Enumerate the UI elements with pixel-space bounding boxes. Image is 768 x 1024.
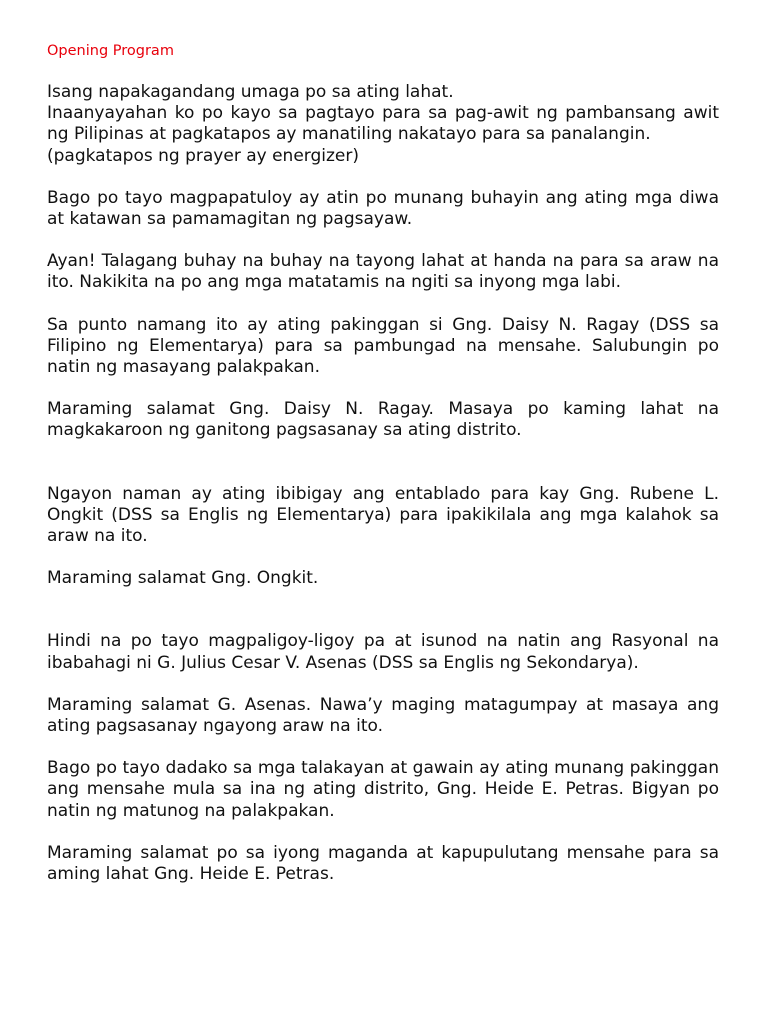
paragraph-thanks-petras: Maraming salamat po sa iyong maganda at kapupulutang mensahe para sa aming lahat Gng. Heide E. Petras. [47,842,719,885]
paragraph-energizer: Bago po tayo magpapatuloy ay atin po munang buhayin ang ating mga diwa at katawan sa pamamagitan ng pagsayaw. [47,187,719,230]
paragraph-thanks-asenas: Maraming salamat G. Asenas. Nawa’y maging matagumpay at masaya ang ating pagsasanay ngayong araw na ito. [47,694,719,737]
document-page [47,40,719,906]
paragraph-thanks-ongkit: Maraming salamat Gng. Ongkit. [47,568,319,589]
paragraph-intro-petras: Bago po tayo dadako sa mga talakayan at gawain ay ating munang pakinggan ang mensahe mula sa ina ng ating distrito, Gng. Heide E. Petras. Bigyan po natin ng matunog na palakpakan. [47,758,719,821]
stage-note-line: (pagkatapos ng prayer ay energizer) [47,145,359,166]
paragraph-intro-ongkit: Ngayon naman ay ating ibibigay ang entablado para kay Gng. Rubene L. Ongkit (DSS sa Englis ng Elementarya) para ipakikilala ang mga kalahok sa araw na ito. [47,483,719,547]
paragraph-intro-ragay: Sa punto namang ito ay ating pakinggan si Gng. Daisy N. Ragay (DSS sa Filipino ng Elementarya) para sa pambungad na mensahe. Salubungin po natin ng masayang palakpakan. [47,314,719,378]
paragraph-after-dance: Ayan! Talagang buhay na buhay na tayong lahat at handa na para sa araw na ito. Nakikita na po ang mga matatamis na ngiti sa inyong mga labi. [47,251,719,293]
paragraph-intro-asenas: Hindi na po tayo magpaligoy-ligoy pa at isunod na natin ang Rasyonal na ibabahagi ni G. Julius Cesar V. Asenas (DSS sa Englis ng Sekondarya). [47,631,719,673]
paragraph-thanks-ragay: Maraming salamat Gng. Daisy N. Ragay. Masaya po kaming lahat na magkakaroon ng ganitong pagsasanay sa ating distrito. [47,399,719,441]
invitation-line: Inaanyayahan ko po kayo sa pagtayo para sa pag-awit ng pambansang awit ng Pilipinas at pagkatapos ay manatiling nakatayo para sa panalangin. [47,103,719,145]
paragraph-greeting [47,82,719,167]
document-title: Opening Program [47,43,174,59]
greeting-line: Isang napakagandang umaga po sa ating lahat. [47,82,454,102]
